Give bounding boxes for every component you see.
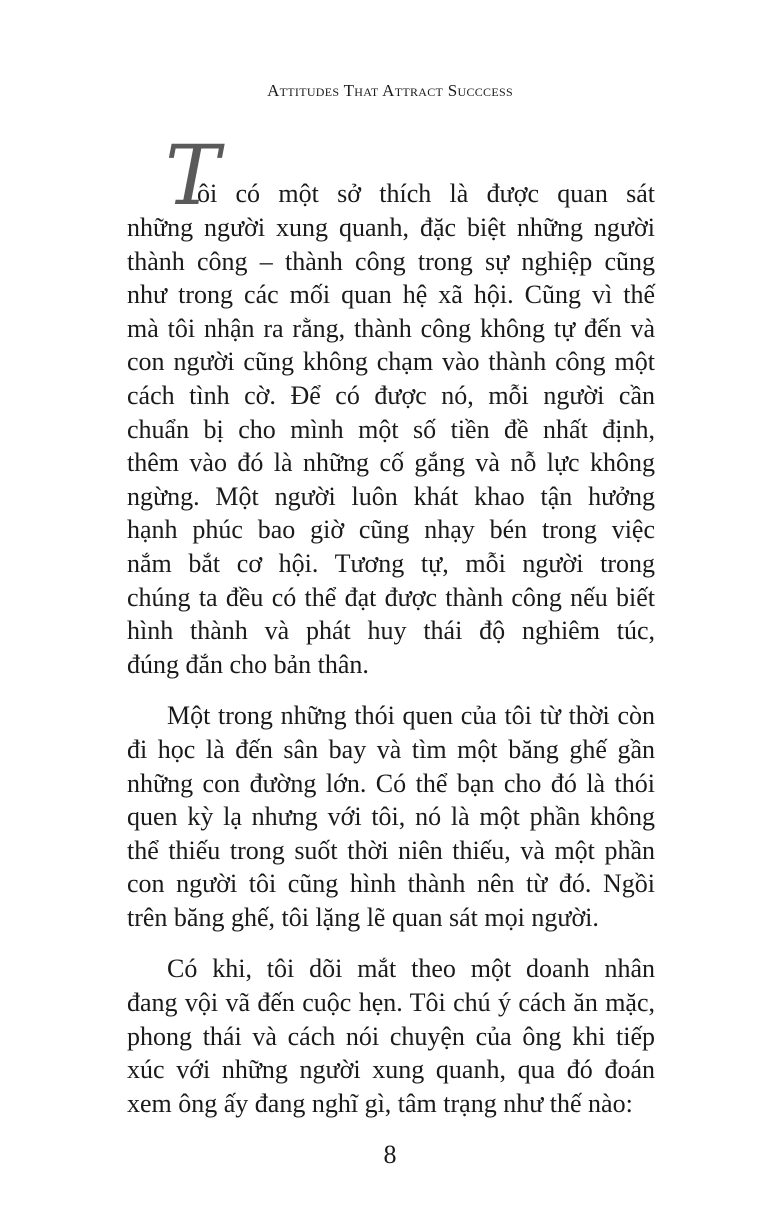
text-line: xem ông ấy đang nghĩ gì, tâm trạng như thế nào: bbox=[127, 1088, 633, 1118]
text-line: nắm bắt cơ hội. Tương tự, mỗi người trong bbox=[127, 548, 655, 578]
page-body bbox=[127, 129, 655, 1138]
text-line: phong thái và cách nói chuyện của ông khi tiếp bbox=[127, 1021, 655, 1051]
text-line: mà tôi nhận ra rằng, thành công không tự đến và bbox=[127, 313, 655, 343]
text-line: đang vội vã đến cuộc hẹn. Tôi chú ý cách ăn mặc, bbox=[127, 988, 655, 1018]
text-line: những con đường lớn. Có thể bạn cho đó là thói bbox=[127, 768, 655, 798]
text-line: quen kỳ lạ nhưng với tôi, nó là một phần không bbox=[127, 802, 655, 832]
text-line: cách tình cờ. Để có được nó, mỗi người cần bbox=[127, 380, 655, 410]
text-line: chuẩn bị cho mình một số tiền đề nhất định, bbox=[127, 414, 655, 444]
page-number: 8 bbox=[383, 1140, 397, 1169]
first-line bbox=[127, 129, 655, 224]
text-line: như trong các mối quan hệ xã hội. Cũng vì thế bbox=[127, 280, 655, 310]
text-line: thành công – thành công trong sự nghiệp cũng bbox=[127, 246, 655, 276]
text-line: xúc với những người xung quanh, qua đó đoán bbox=[127, 1055, 655, 1085]
drop-cap: T bbox=[165, 129, 220, 224]
text-line: đúng đắn cho bản thân. bbox=[127, 649, 369, 679]
text-line: con người tôi cũng hình thành nên từ đó. Ngồi bbox=[127, 869, 655, 899]
running-head: Attitudes That Attract Succcess bbox=[267, 81, 513, 100]
paragraph-3 bbox=[127, 952, 655, 1120]
text-line: trên băng ghế, tôi lặng lẽ quan sát mọi người. bbox=[127, 902, 599, 932]
text-line: ôi có một sở thích là được quan sát bbox=[197, 179, 655, 209]
text-line: đi học là đến sân bay và tìm một băng ghế gần bbox=[127, 734, 655, 764]
paragraph-1 bbox=[127, 129, 655, 681]
paragraph-2 bbox=[127, 699, 655, 934]
text-line: hạnh phúc bao giờ cũng nhạy bén trong việc bbox=[127, 515, 655, 545]
text-line: Một trong những thói quen của tôi từ thời còn bbox=[167, 701, 655, 731]
text-line: thêm vào đó là những cố gắng và nỗ lực không bbox=[127, 448, 655, 478]
text-line: hình thành và phát huy thái độ nghiêm túc, bbox=[127, 616, 655, 646]
text-line: những người xung quanh, đặc biệt những người bbox=[127, 213, 655, 242]
text-line: thể thiếu trong suốt thời niên thiếu, và một phần bbox=[127, 835, 655, 865]
text-line: ngừng. Một người luôn khát khao tận hưởng bbox=[127, 481, 655, 511]
text-line: con người cũng không chạm vào thành công một bbox=[127, 347, 655, 377]
text-line: Có khi, tôi dõi mắt theo một doanh nhân bbox=[167, 954, 655, 984]
text-line: chúng ta đều có thể đạt được thành công nếu biết bbox=[127, 582, 655, 612]
